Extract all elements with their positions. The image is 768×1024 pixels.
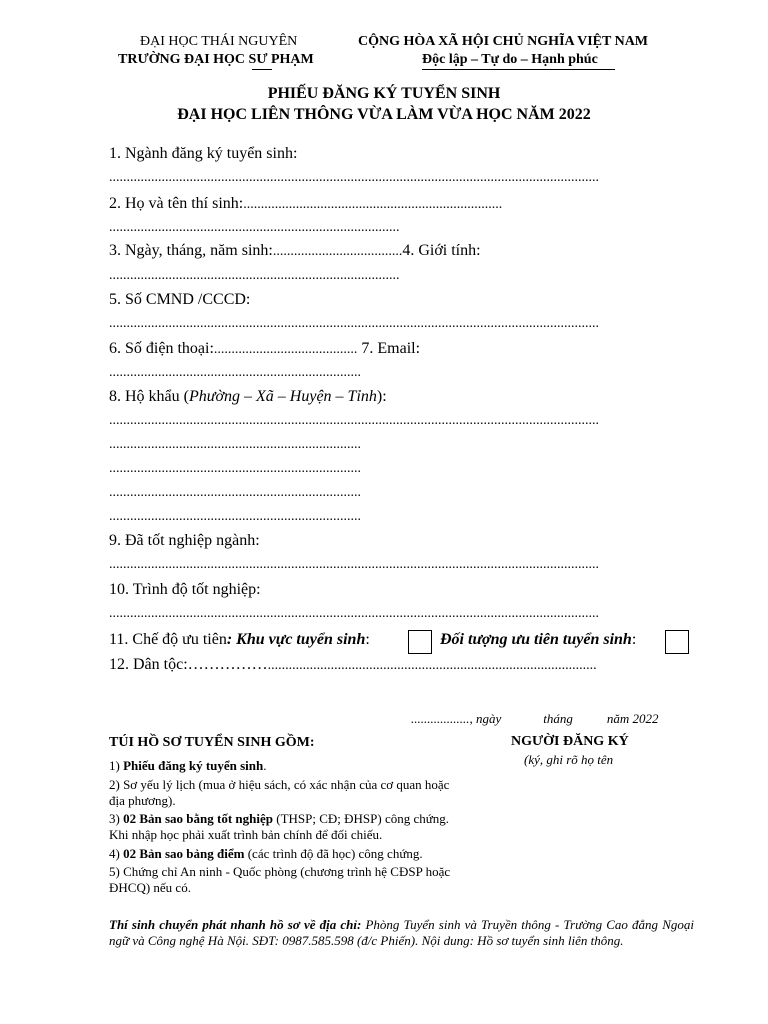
dossier-item-2: 2) Sơ yếu lý lịch (mua ở hiệu sách, có xác nhận của cơ quan hoặc địa phương). bbox=[109, 777, 450, 808]
field-phone-label: 6. Số điện thoại:......................................... 7. Email: bbox=[109, 340, 421, 357]
signer-heading: NGƯỜI ĐĂNG KÝ bbox=[511, 734, 629, 749]
field-address-line-2[interactable]: ........................................................................ bbox=[109, 437, 361, 452]
motto-underline bbox=[422, 69, 615, 70]
field-major-line[interactable]: ............................................................................................................................................ bbox=[109, 170, 599, 185]
school-name-underline bbox=[252, 69, 272, 70]
university-name: ĐẠI HỌC THÁI NGUYÊN bbox=[140, 34, 298, 49]
field-address-line-1[interactable]: ............................................................................................................................................ bbox=[109, 413, 599, 428]
field-dob-line[interactable]: ................................................................................... bbox=[109, 268, 400, 283]
field-priority-group-label: Đối tượng ưu tiên tuyển sinh: bbox=[440, 631, 637, 648]
field-graduated-major-line[interactable]: ............................................................................................................................................ bbox=[109, 557, 599, 572]
field-major-label: 1. Ngành đăng ký tuyển sinh: bbox=[109, 145, 298, 162]
dossier-item-4: 4) 02 Bản sao bảng điểm (các trình độ đã học) công chứng. bbox=[109, 846, 423, 861]
field-address-label: 8. Hộ khẩu (Phường – Xã – Huyện – Tỉnh): bbox=[109, 388, 387, 405]
motto: Độc lập – Tự do – Hạnh phúc bbox=[422, 52, 598, 67]
field-fullname-label: 2. Họ và tên thí sinh:.......................................................................... bbox=[109, 195, 503, 212]
field-priority-label: 11. Chế độ ưu tiên: Khu vực tuyển sinh: bbox=[109, 631, 370, 648]
field-degree-level-line[interactable]: ............................................................................................................................................ bbox=[109, 606, 599, 621]
field-ethnicity-label: 12. Dân tộc:…………….............................................................................................. bbox=[109, 656, 597, 673]
school-name: TRƯỜNG ĐẠI HỌC SƯ PHẠM bbox=[118, 52, 314, 67]
form-title: PHIẾU ĐĂNG KÝ TUYỂN SINH bbox=[267, 85, 501, 102]
region-checkbox[interactable] bbox=[408, 630, 432, 654]
field-dob-label: 3. Ngày, tháng, năm sinh:.....................................4. Giới tính: bbox=[109, 242, 481, 259]
field-address-line-3[interactable]: ........................................................................ bbox=[109, 461, 361, 476]
country-name: CỘNG HÒA XÃ HỘI CHỦ NGHĨA VIỆT NAM bbox=[358, 34, 649, 49]
field-email-line[interactable]: ........................................................................ bbox=[109, 365, 361, 380]
field-id-label: 5. Số CMND /CCCD: bbox=[109, 291, 251, 308]
field-email-label: 7. Email: bbox=[361, 340, 421, 357]
field-id-line[interactable]: ............................................................................................................................................ bbox=[109, 316, 599, 331]
dossier-item-5: 5) Chứng chỉ An ninh - Quốc phòng (chương trình hệ CĐSP hoặc ĐHCQ) nếu có. bbox=[109, 864, 451, 895]
dossier-item-1: 1) Phiếu đăng ký tuyển sinh. bbox=[109, 758, 267, 773]
date-line: .................., ngày tháng năm 2022 bbox=[411, 711, 659, 726]
dossier-item-3: 3) 02 Bản sao bằng tốt nghiệp (THSP; CĐ; ĐHSP) công chứng. Khi nhập học phải xuất trình bản chính để đối chiếu. bbox=[109, 811, 450, 842]
field-degree-level-label: 10. Trình độ tốt nghiệp: bbox=[109, 581, 261, 598]
field-fullname-line[interactable]: ................................................................................... bbox=[109, 220, 400, 235]
field-graduated-major-label: 9. Đã tốt nghiệp ngành: bbox=[109, 532, 260, 549]
priority-group-checkbox[interactable] bbox=[665, 630, 689, 654]
field-gender-label: 4. Giới tính: bbox=[402, 242, 481, 259]
field-address-line-5[interactable]: ........................................................................ bbox=[109, 509, 361, 524]
field-address-line-4[interactable]: ........................................................................ bbox=[109, 485, 361, 500]
shipping-note: Thí sinh chuyển phát nhanh hồ sơ về địa chỉ: Phòng Tuyển sinh và Truyền thông - Trường Cao đẳng Ngoại ngữ và Công nghệ Hà Nội. SĐT: 0987.585.598 (đ/c Phiến). Nội dung: Hồ sơ tuyển sinh liên thông. bbox=[109, 917, 694, 948]
signer-note: (ký, ghi rõ họ tên bbox=[524, 752, 614, 767]
dossier-heading: TÚI HỒ SƠ TUYỂN SINH GỒM: bbox=[109, 735, 315, 750]
form-subtitle: ĐẠI HỌC LIÊN THÔNG VỪA LÀM VỪA HỌC NĂM 2022 bbox=[177, 106, 591, 123]
